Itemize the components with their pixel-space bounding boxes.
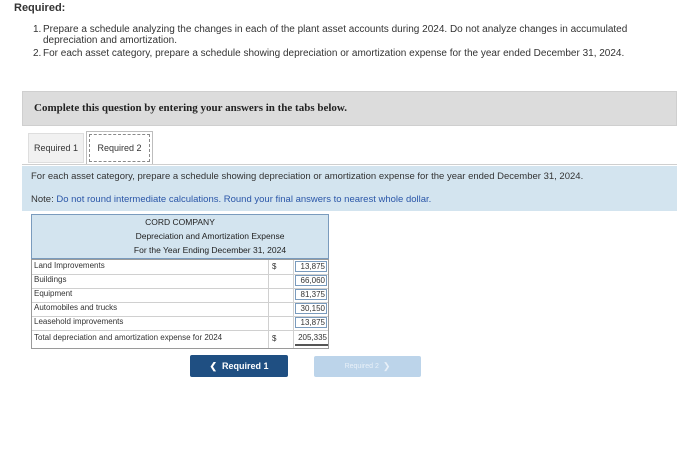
row-label: Equipment — [34, 289, 73, 298]
row-label: Leasehold improvements — [34, 317, 124, 326]
table-row — [32, 260, 328, 275]
schedule-table — [31, 259, 329, 349]
button-label: Required 2 — [344, 363, 379, 370]
question-instructions — [22, 166, 677, 211]
requirements-list — [33, 24, 673, 61]
row-label: Automobiles and trucks — [34, 303, 118, 312]
note-text: Do not round intermediate calculations. Round your final answers to nearest whole dollar. — [56, 194, 432, 205]
total-label: Total depreciation and amortization expense for 2024 — [34, 333, 223, 342]
note-label: Note: — [31, 194, 54, 205]
next-required-2-button — [314, 356, 421, 377]
instructions-text: For each asset category, prepare a schedule showing depreciation or amortization expense for the year ended December 31, 2024. — [31, 171, 584, 182]
amount-input[interactable]: 81,375 — [295, 289, 327, 300]
requirement-number: 2. — [33, 48, 42, 59]
requirement-text: Prepare a schedule analyzing the changes in each of the plant asset accounts during 2024. Do not analyze changes in accumulated depreciation and amortization. — [43, 24, 628, 46]
chevron-right-icon: ❯ — [382, 361, 391, 371]
total-row — [32, 332, 328, 346]
requirement-item — [33, 24, 673, 46]
table-row — [32, 316, 328, 331]
amount-input[interactable]: 13,875 — [295, 317, 327, 328]
currency-symbol: $ — [272, 334, 277, 343]
prev-required-1-button[interactable] — [190, 355, 288, 377]
tab-divider — [22, 164, 677, 165]
button-label: Required 1 — [222, 361, 269, 371]
company-name: CORD COMPANY — [145, 217, 215, 227]
table-row — [32, 302, 328, 317]
note — [31, 194, 431, 205]
tab-required-1[interactable] — [28, 133, 84, 163]
tab-label: Required 1 — [33, 143, 79, 153]
amount-input[interactable]: 30,150 — [295, 303, 327, 314]
requirement-number: 1. — [33, 24, 42, 35]
currency-symbol: $ — [272, 262, 277, 271]
tab-label: Required 2 — [97, 143, 142, 153]
table-row — [32, 288, 328, 303]
chevron-left-icon: ❮ — [209, 360, 218, 371]
table-row — [32, 274, 328, 289]
amount-input[interactable]: 66,060 — [295, 275, 327, 286]
row-label: Land Improvements — [34, 261, 105, 270]
required-heading: Required: — [14, 2, 66, 14]
requirement-item — [33, 48, 673, 59]
schedule-header — [31, 214, 329, 259]
amount-input[interactable]: 13,875 — [295, 261, 327, 272]
tab-required-2[interactable] — [86, 131, 153, 165]
schedule-period: For the Year Ending December 31, 2024 — [133, 245, 287, 255]
instructions-bar — [22, 91, 677, 126]
row-label: Buildings — [34, 275, 67, 284]
schedule-title: Depreciation and Amortization Expense — [135, 231, 285, 241]
requirement-text: For each asset category, prepare a schedule showing depreciation or amortization expense for the year ended December 31, 2024. — [43, 48, 625, 59]
instructions-bar-text: Complete this question by entering your answers in the tabs below. — [34, 102, 348, 114]
total-value: 205,335 — [295, 333, 328, 346]
